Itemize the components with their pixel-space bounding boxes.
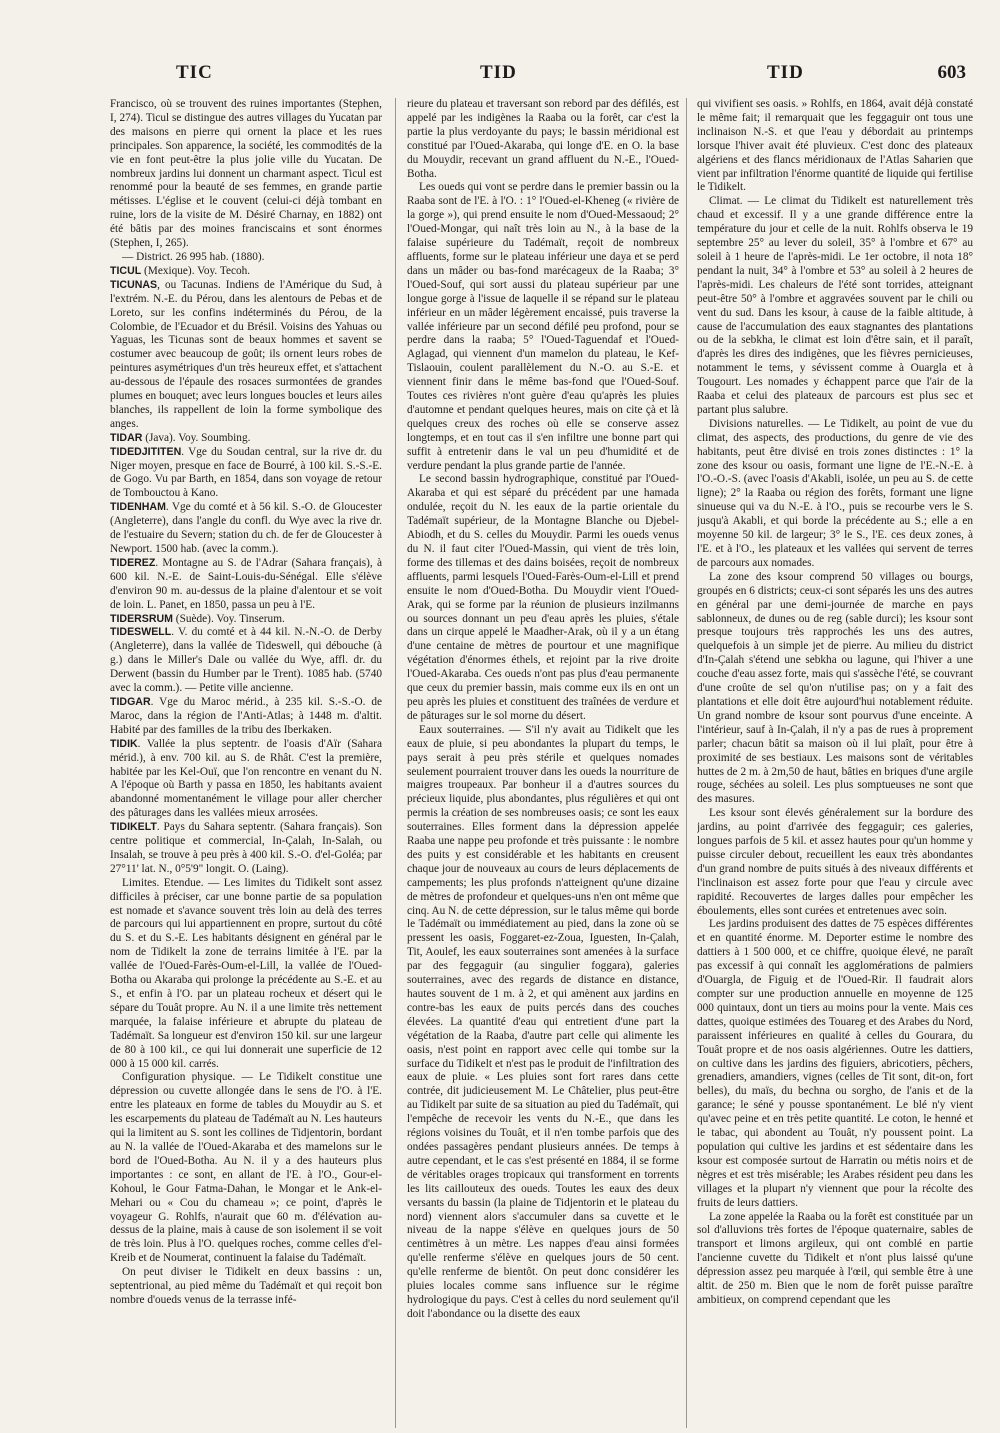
dictionary-entry <box>110 557 382 613</box>
entry-headword: TIDENHAM <box>110 501 166 514</box>
column-divider <box>395 98 396 1428</box>
dictionary-entry <box>110 265 382 279</box>
dictionary-entry <box>110 877 382 1072</box>
running-header <box>110 58 966 98</box>
entry-headword: TICUNAS <box>110 278 158 291</box>
dictionary-entry <box>110 738 382 821</box>
entry-headword: TIDAR <box>110 431 143 444</box>
entry-headword: TIDIKELT <box>110 821 157 834</box>
dictionary-entry <box>110 821 382 877</box>
entry-text: Configuration physique. — Le Tidikelt constitue une dépression ou cuvette allongée dans le sens de l'O. à l'E. entre les plateaux en forme de tables du Mouydir au S. et les escarpements du plateau de Tadémaït au N. Les hauteurs qui la limitent au S. sont les collines de Tidjentorin, bordant au N. la vallée de l'Oued-Akaraba et des mamelons sur le bord de l'Oued-Botha. Au N. il y a des hauteurs plus importantes : ce sont, en allant de l'E. à l'O., Gour-el-Kohoul, le Gour Fatma-Dahan, le Mongar et le Ank-el-Mehari ou « Cou du chameau »; ce point, d'après le voyageur G. Rohlfs, n'aurait que 60 m. d'élévation au-dessus de la plaine, mais à cause de son isolement il se voit de très loin. Plus à l'O. quelques roches, comme celles d'el-Kreib et de Noumerat, continuent la falaise du Tadémaït. <box>110 1071 382 1265</box>
entry-text: Limites. Etendue. — Les limites du Tidikelt sont assez difficiles à préciser, car une bonne partie de sa population est nomade et s'avance souvent très loin au delà des terres de parcours qui lui appartiennent en propre, surtout du côté du S. et du S.-E. Les habitants désignent en général par le nom de Tidikelt la zone de terrains limitée à l'E. par la vallée de l'Oued-Farès-Oum-el-Lill, la vallée de l'Oued-Botha ou Akaraba qui prolonge la précédente au S.-E. et au S., et enfin à l'O. par un plateau rocheux et désert qui le sépare du Touât propre. Au N. il a une limite très nettement marquée, la falaise inférieure et abrupte du plateau de Tadémaït. Sa longueur est d'environ 150 kil. sur une largeur de 80 à 100 kil., ce qui lui donnerait une superficie de 12 000 à 15 000 kil. carrés. <box>110 876 382 1070</box>
paragraph: rieure du plateau et traversant son rebord par des défilés, est appelé par les indigènes la Raaba ou la forêt, car c'est la partie la plus verdoyante du pays; le bassin méridional est constitué par l'Oued-Akaraba, qui longe d'E. en O. la base du Mouydir, recevant un grand affluent du N.-E., l'Oued-Botha. <box>407 98 679 180</box>
header-left-guideword: TIC <box>176 62 213 83</box>
paragraph: Divisions naturelles. — Le Tidikelt, au point de vue du climat, des aspects, des productions, du genre de vie des habitants, peut être divisé en trois zones distinctes : 1° la zone des ksour ou oasis, formant une ligne de l'E.-N.-E. à l'O.-O.-S. (avec l'oasis d'Akabli, isolée, un peu au S. de cette ligne); 2° la Raaba ou région des forêts, formant une ligne sinueuse qui va du N.-E. à l'O., puis se recourbe vers le S. jusqu'à Akabli, et qui borde la précédente au S.; elle a en moyenne 50 kil. de largeur; 3° le S., l'E. ces deux zones, à l'E. et à l'O., les plateaux et les vallées qui servent de terres de parcours aux nomades. <box>697 417 973 569</box>
entry-text: (Java). Voy. Soumbing. <box>142 431 251 444</box>
entry-text: — District. 26 995 hab. (1880). <box>122 250 265 263</box>
entry-headword: TIDIK <box>110 737 138 750</box>
entry-text: . V. du comté et à 44 kil. N.-N.-O. de Derby (Angleterre), dans la vallée de Tideswell, qui débouche (à g.) dans le Miller's Dale ou vallée du Wye, affl. dr. du Derwent (bassin du Humber par le Trent). 1085 hab. (5740 avec la comm.). — Petite ville ancienne. <box>110 626 382 695</box>
paragraph: La zone appelée la Raaba ou la forêt est constituée par un sol d'alluvions très fortes de l'époque quaternaire, sables de transport et limons argileux, qui ont comblé en partie l'ancienne cuvette du Tidikelt et n'ont plus laissé qu'une dépression assez peu marquée à l'œil, qui semble être à une altit. de 250 m. Bien que le nom de forêt puisse paraître ambitieux, on comprend cependant que les <box>697 1210 973 1306</box>
dictionary-entry <box>110 432 382 446</box>
entry-text: . Montagne au S. de l'Adrar (Sahara français), à 600 kil. N.-E. de Saint-Louis-du-Sénégal. Elle s'élève d'environ 90 m. au-dessus de la plaine d'alentour et se voit de loin. L. Panet, en 1850, passa un peu à l'E. <box>110 556 382 611</box>
page-number: 603 <box>937 62 966 83</box>
dictionary-entry <box>110 696 382 738</box>
column-1 <box>110 98 382 1428</box>
entry-text: . Vge du Maroc mérid., à 235 kil. S.-S.-O. de Maroc, dans la région de l'Anti-Atlas; à 1448 m. d'altit. Habité par des familles de la tribu des Iberkaken. <box>110 695 382 736</box>
entry-text: . Pays du Sahara septentr. (Sahara français). Son centre politique et commercial, In-Çalah, In-Salah, ou Insalah, se trouve à peu près à 400 kil. S.-O. d'el-Goléa; par 27°11' lat. N., 0°5'9" longit. O. (Laing). <box>110 821 382 875</box>
paragraph: Climat. — Le climat du Tidikelt est naturellement très chaud et excessif. Il y a une grande différence entre la température du jour et celle de la nuit. Rohlfs observa le 19 septembre 25° au lever du soleil, 35° à l'ombre et 67° au soleil à 1 heure de l'après-midi. Le 1er octobre, il nota 18° pendant la nuit, 34° à l'ombre et 53° au soleil à 2 heures de l'après-midi. Les chaleurs de l'été sont torrides, atteignant peut-être 50° à l'ombre et aggravées souvent par le chili ou vent du sud. Dans les ksour, à cause de la faible altitude, à cause de l'accumulation des eaux stagnantes des plantations ou de la sebkha, le climat est loin d'être sain, et il paraît, d'après les dires des indigènes, que les fièvres pernicieuses, notamment le tems, y sévissent comme à Ouargla et à Tougourt. Les nomades y échappent parce que l'air de la Raaba et celui des plateaux de parcours est plus sec et partant plus salubre. <box>697 195 973 416</box>
paragraph: Les ksour sont élevés généralement sur la bordure des jardins, au point d'arrivée des feggaguir; ces galeries, longues parfois de 5 kil. et assez hautes pour qu'un homme y puisse circuler debout, recueillent les eaux très abondantes d'un grand nombre de puits situés à des niveaux différents et l'inclinaison est assez forte pour que l'eau y circule avec rapidité. Recouvertes de larges dalles pour empêcher les éboulements, elles sont curées et entretenues avec soin. <box>697 807 973 917</box>
entry-text: (Suède). Voy. Tinserum. <box>172 612 285 625</box>
dictionary-entry <box>110 1071 382 1266</box>
column-divider <box>686 98 687 1428</box>
entry-text: Francisco, où se trouvent des ruines importantes (Stephen, I, 274). Ticul se distingue des autres villages du Yucatan par des maisons en pierre qui ornent la place et les rues principales. Son apparence, la société, les commodités de la vie en font peut-être la plus jolie ville du Yucatan. De nombreux jardins lui donnent un charmant aspect. Ticul est renommé pour la beauté de ses femmes, en grande partie métisses. L'église et le couvent (celui-ci déjà tombant en ruine, lors de la visite de M. Désiré Charnay, en 1882) ont été bâtis par des moines franciscains et sont énormes (Stephen, I, 265). <box>110 98 382 250</box>
dictionary-entry <box>110 613 382 627</box>
dictionary-entry <box>110 98 382 251</box>
paragraph: qui vivifient ses oasis. » Rohlfs, en 1864, avait déjà constaté le même fait; il remarquait que les feggaguir ont tous une inclinaison N.-S. et que l'eau y débordait au printemps lorsque l'hiver avait été pluvieux. C'est donc des plateaux algériens et des flancs méridionaux de l'Atlas Saharien que vient par infiltration l'énorme quantité de liquide qui fertilise le Tidikelt. <box>697 98 973 194</box>
dictionary-entry <box>110 251 382 265</box>
paragraph: Eaux souterraines. — S'il n'y avait au Tidikelt que les eaux de pluie, si peu abondantes la plupart du temps, le pays serait à peu près stérile et quelques nomades seulement pourraient trouver dans les oueds la nourriture de maigres troupeaux. Par bonheur il a d'autres sources du précieux liquide, plus abondantes, plus régulières et qui ont permis la création de ses nombreuses oasis; ce sont les eaux souterraines. Elles forment dans la dépression appelée Raaba une nappe peu profonde et très puissante : le nombre des puits y est considérable et les habitants en creusent chaque jour de nouveaux au cours de leurs déplacements de campements; les plus profonds n'atteignent qu'une dizaine de mètres de profondeur et quelques-uns n'en ont même que cinq. Au N. de cette dépression, sur le talus même qui borde le Tadémaït ou immédiatement au pied, dans la zone où se pressent les oasis, Foggaret-ez-Zoua, Iguesten, In-Çalah, Tit, Aoulef, les eaux souterraines sont amenées à la surface par des feggaguir (au singulier foggara), galeries souterraines, avec des regards de distance en distance, hautes souvent de 1 m. à 2, et qui amènent aux jardins en contre-bas les eaux de puits percés dans des couches élevées. La quantité d'eau qui entretient d'une part la végétation de la Raaba, d'autre part celle qui alimente les oasis, n'est point en rapport avec celle qui tombe sur la surface du Tidikelt et n'est pas le produit de l'infiltration des eaux de pluie. « Les pluies sont fort rares dans cette contrée, dit judicieusement M. Le Châtelier, plus peut-être au Tidikelt par suite de sa situation au pied du Tadémaït, qui l'empêche de recevoir les vents du N.-E., que dans les régions voisines du Touât, et il n'en tombe parfois que des ondées passagères pendant plusieurs années. De temps à autre cependant, et le cas s'est présenté en 1884, il se forme de véritables orages tropicaux qui transforment en torrents les lits caillouteux des oueds. Toutes les eaux des deux versants du bassin (la plaine de Tidjentorin et le plateau du nord) viennent alors s'accumuler dans sa cuvette et le niveau de la nappe s'élève en quelques jours de 50 centimètres à un mètre. Les nappes d'eau ainsi formées qu'elle renferme s'élève en quelques jours de 50 cent. qu'elle renferme de bientôt. On peut donc considérer les pluies locales comme sans influence sur le régime hydrologique du pays. C'est à celles du nord seulement qu'il doit l'abondance ou la disette des eaux <box>407 723 679 1320</box>
entry-text: (Mexique). Voy. Tecoh. <box>141 264 251 277</box>
entry-text: . Vge du Soudan central, sur la rive dr. du Niger moyen, presque en face de Bourré, à 100 kil. S.-S.-E. de Gogo. Vu par Barth, en 1854, dans son voyage de retour de Tombouctou à Kano. <box>110 445 382 500</box>
entry-headword: TIDEDJITITEN <box>110 445 182 458</box>
column-2 <box>407 98 679 1428</box>
entry-text: , ou Tacunas. Indiens de l'Amérique du Sud, à l'extrém. N.-E. du Pérou, dans les alentours de Pebas et de Loreto, sur les confins indéterminés du Pérou, de la Colombie, de l'Ecuador et du Brésil. Voisins des Yahuas ou Yaguas, les Ticunas sont de beaux hommes et savent se costumer avec beaucoup de goût; ils ornent leurs robes de peintures asymétriques d'un très heureux effet, et s'attachent au-dessous de l'épaule des rosaces surmontées de grandes plumes en bouquet; avec leurs longues boucles et leurs ailes blanches, ils rappellent de loin la forme symbolique des anges. <box>110 278 382 430</box>
entry-headword: TICUL <box>110 264 142 277</box>
entry-text: . Vge du comté et à 56 kil. S.-O. de Gloucester (Angleterre), dans l'angle du confl. du Wye avec la rive dr. de l'estuaire du Severn; station du ch. de fer de Gloucester à Newport. 1500 hab. (avec la comm.). <box>110 501 382 555</box>
entry-headword: TIDERSRUM <box>110 612 173 625</box>
header-center-guideword: TID <box>480 62 517 83</box>
entry-text: . Vallée la plus septentr. de l'oasis d'Aïr (Sahara mérid.), à env. 700 kil. au S. de Rhât. C'est la première, habitée par les Kel-Ouï, que l'on rencontre en venant du N. A l'époque où Barth y passa en 1850, les habitants avaient abandonné momentanément le village pour aller chercher des pâturages dans les vallées mieux arrosées. <box>110 737 382 820</box>
text-columns <box>110 98 973 1428</box>
header-right-guideword: TID <box>767 62 804 83</box>
paragraph: Les oueds qui vont se perdre dans le premier bassin ou la Raaba sont de l'E. à l'O. : 1° l'Oued-el-Kheneg (« rivière de la gorge »), qui prend ensuite le nom d'Oued-Messaoud; 2° l'Oued-Mongar, qui naît très loin au N., à la base de la falaise supérieure du Tadémaït, reçoit de nombreux affluents, forme sur le plateau inférieur une daya et se perd dans un mâder ou bas-fond marécageux de la Raaba; 3° l'Oued-Souf, qui sort aussi du plateau supérieur par une longue gorge à l'issue de laquelle il se répand sur le plateau inférieur en un mâder légèrement encaissé, puis traverse la vallée inférieure par un second défilé peu profond, pour se perdre dans la raaba; 5° l'Oued-Taguendaf et l'Oued-Aglagad, qui viennent d'un mamelon du plateau, le Kef-Tislaouin, coulent parallèlement du N.-O. au S.-E. et viennent finir dans le même bas-fond que l'Oued-Souf. Toutes ces rivières n'ont guère d'eau qu'après les pluies d'automne et pendant quelques heures, mais on cite çà et là quelques creux des roches où elle se conserve assez longtemps, et en tout cas il s'en infiltre une bonne part qui suffit à entretenir dans le val un peu d'humidité et de verdure pendant la plus grande partie de l'année. <box>407 181 679 472</box>
dictionary-entry <box>110 501 382 557</box>
dictionary-entry <box>110 446 382 502</box>
column-3 <box>697 98 973 1428</box>
dictionary-entry <box>110 279 382 432</box>
entry-headword: TIDESWELL <box>110 626 172 639</box>
paragraph: La zone des ksour comprend 50 villages ou bourgs, groupés en 6 districts; ceux-ci sont séparés les uns des autres en général par une demi-journée de marche en pays sablonneux, de dunes ou de reg (sable durci); les ksour sont presque toujours très rapprochés les uns des autres, quelquefois à un simple jet de pierre. Au milieu du district d'In-Çalah s'étend une sebkha ou lagune, qui l'hiver a une couche d'eau assez forte, mais qui s'assèche l'été, se couvrant d'une croûte de sel qu'on n'utilise pas; on y a fait des plantations et elle doit être aujourd'hui notablement réduite. Un grand nombre de ksour sont pourvus d'une enceinte. A l'intérieur, sauf à In-Çalah, il n'y a pas de rues à proprement parler; chacun bâtit sa maison où il lui plaît, pour être à proximité de ses bestiaux. Les maisons sont de véritables huttes de 2 m. à 2m,50 de haut, bâties en briques d'une argile rouge, séchées au soleil. Les plus somptueuses ne sont que des masures. <box>697 570 973 806</box>
paragraph: Le second bassin hydrographique, constitué par l'Oued-Akaraba et qui est séparé du précédent par une hamada ondulée, reçoit du N. les eaux de la partie orientale du Tadémaït supérieur, de la Montagne Blanche ou Djebel-Abiodh, et du S. celles du Mouydir. Parmi les oueds venus du N. il faut citer l'Oued-Massin, qui vient de très loin, forme des tillemas et des dains boisées, reçoit de nombreux affluents, parmi lesquels l'Oued-Farès-Oum-el-Lill et prend ensuite le nom d'Oued-Botha. Du Mouydir vient l'Oued-Arak, qui se forme par la réunion de plusieurs inzilmanns ou sources donnant un peu d'eau après les pluies, s'étale dans un cirque appelé le Maadher-Arak, où il y a un étang d'une centaine de mètres de pourtour et une magnifique végétation d'énormes éthels, et rejoint par la rive droite l'Oued-Akaraba. Ces oueds n'ont pas plus d'eau permanente que ceux du premier bassin, mais comme eux ils en ont un peu après les pluies et constituent des traînées de verdure et de pâturages sur le sol morne du désert. <box>407 473 679 722</box>
entry-headword: TIDGAR <box>110 695 151 708</box>
dictionary-entry <box>110 626 382 696</box>
entry-headword: TIDEREZ <box>110 556 156 569</box>
paragraph: Les jardins produisent des dattes de 75 espèces différentes et en quantité énorme. M. Deporter estime le nombre des dattiers à 1 500 000, et ce chiffre, quoique élevé, ne paraît pas excessif à qui connaît les agglomérations de palmiers d'Ouargla, de Figuig et de l'Oued-Rir. Il faudrait alors compter sur une production annuelle en moyenne de 125 000 quintaux, dont un tiers au moins pour la vente. Mais ces dattes, quoique estimées des Touareg et des Arabes du Nord, paraissent inférieures en qualité à celles du Gourara, du Touât propre et de nos oasis algériennes. Outre les dattiers, on cultive dans les jardins des figuiers, abricotiers, pêchers, grenadiers, amandiers, vignes (celles de Tit sont, dit-on, fort belles), du maïs, du bechna ou sorgho, de l'anis et de la garance; le séné y pousse spontanément. Le blé n'y vient qu'avec peine et en très petite quantité. Le coton, le henné et le tabac, qui abondent au Touât, n'y poussent point. La population qui cultive les jardins et est sédentaire dans les ksour est composée surtout de Harratin ou métis noirs et de nègres et est très misérable; les Arabes résident peu dans les villages et la plupart n'y viennent que pour la récolte des fruits de leurs dattiers. <box>697 918 973 1209</box>
entry-text: On peut diviser le Tidikelt en deux bassins : un, septentrional, au pied même du Tadémaït et qui reçoit bon nombre d'oueds venus de la terrasse infé- <box>110 1266 382 1306</box>
dictionary-entry <box>110 1266 382 1308</box>
